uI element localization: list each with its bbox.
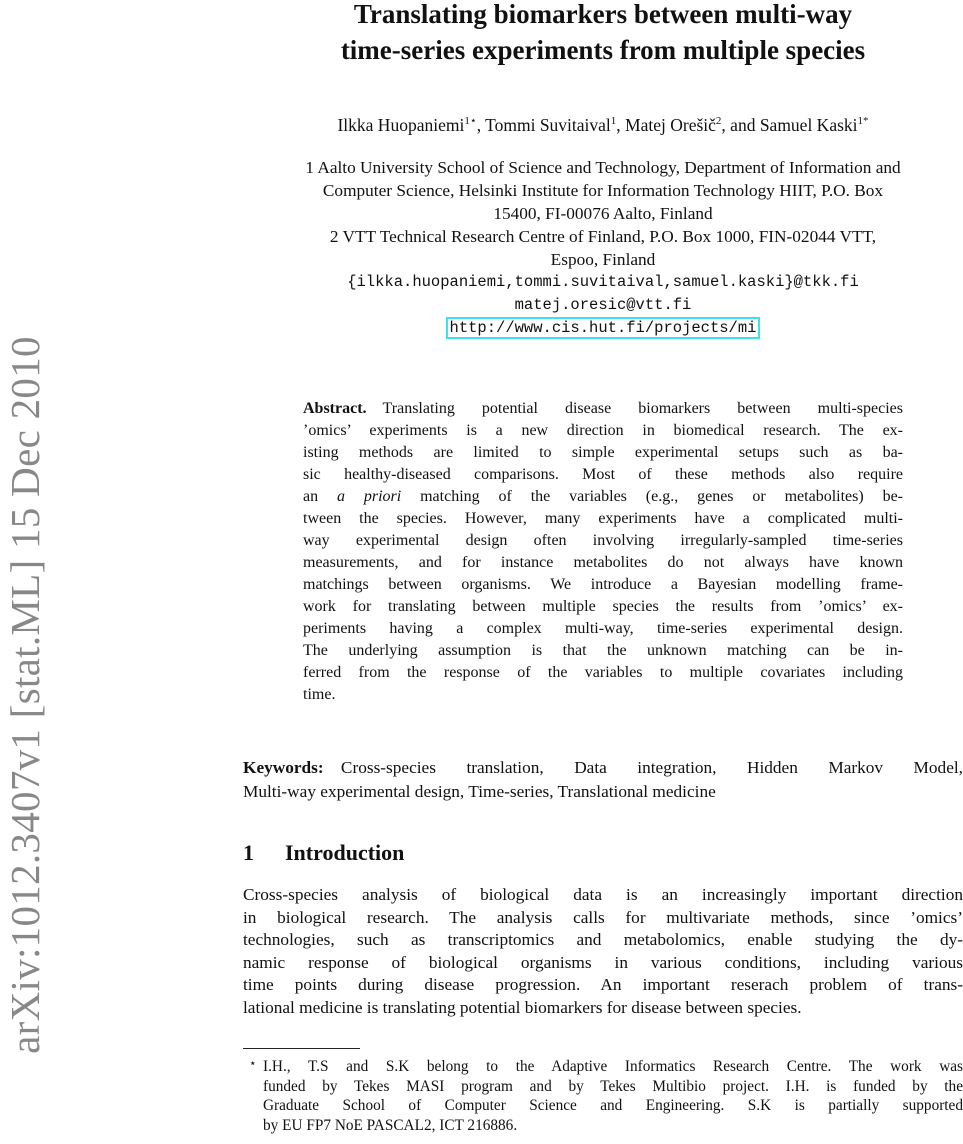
title-line: Translating biomarkers between multi-way: [353, 0, 853, 29]
abstract-line-label: Abstract.: [303, 400, 367, 417]
intro-line: namic response of biological organisms in various conditions, including various: [243, 952, 963, 972]
abstract-line: isting methods are limited to simple experimental setups such as ba-: [303, 444, 903, 461]
abstract-line: tween the species. However, many experiments have a complicated multi-: [303, 510, 903, 527]
introduction-text: [243, 884, 963, 1020]
author-list: Ilkka Huopaniemi$^{1⋆}$, Tommi Suvitaival$^1$, Matej Orešič$^2$, and Samuel Kaski$^{1*}$: [337, 115, 869, 135]
abstract-line: an a priori matching of the variables (e.g., genes or metabolites) be-: [303, 488, 903, 505]
abstract-line: way experimental design often involving irregularly-sampled time-series: [303, 532, 903, 549]
section-heading: [243, 840, 963, 866]
abstract-line: time.: [303, 686, 336, 703]
abstract-line: ’omics’ experiments is a new direction in biomedical research. The ex-: [303, 422, 903, 439]
affiliation-line: 1 Aalto University School of Science and Technology, Department of Information and: [305, 158, 901, 177]
abstract-line: work for translating between multiple species the results from ’omics’ ex-: [303, 598, 903, 615]
footnote-line: Graduate School of Computer Science and Engineering. S.K is partially supported: [263, 1097, 963, 1114]
keywords-line: Multi-way experimental design, Time-series, Translational medicine: [243, 782, 716, 801]
intro-line: lational medicine is translating potential biomarkers for disease between species.: [243, 997, 802, 1017]
affiliation-line: 2 VTT Technical Research Centre of Finland, P.O. Box 1000, FIN-02044 VTT,: [329, 227, 877, 246]
intro-line: time points during disease progression. An important reserach problem of trans-: [243, 975, 963, 995]
footnote-line: I.H., T.S and S.K belong to the Adaptive Informatics Research Centre. The work was: [263, 1058, 963, 1075]
author: and Samuel Kaski$^{1*}$: [730, 115, 869, 135]
author-email: matej.oresic@vtt.fi: [514, 296, 692, 314]
project-url-link[interactable]: http://www.cis.hut.fi/projects/mi: [446, 317, 761, 339]
affiliations: [243, 156, 963, 340]
author: Tommi Suvitaival$^1$: [485, 115, 617, 135]
footnote: [243, 1057, 963, 1135]
author: Matej Orešič$^2$: [625, 115, 722, 135]
paper-title: [243, 0, 963, 68]
abstract-line: The underlying assumption is that the unknown matching can be in-: [303, 642, 903, 659]
affiliation-line: 15400, FI-00076 Aalto, Finland: [493, 204, 713, 223]
footnote-rule: [243, 1048, 360, 1049]
abstract-line: matchings between organisms. We introduce a Bayesian modelling frame-: [303, 576, 903, 593]
title-line: time-series experiments from multiple species: [340, 35, 866, 65]
intro-line: technologies, such as transcriptomics and metabolomics, enable studying the dy-: [243, 930, 963, 950]
abstract-line: ferred from the response of the variables to multiple covariates including: [303, 664, 903, 681]
keywords-line: Keywords: Cross-species translation, Data integration, Hidden Markov Model,: [243, 758, 963, 777]
abstract-line: Abstract. Translating potential disease biomarkers between multi-species: [303, 400, 903, 417]
keywords: [243, 756, 963, 804]
abstract-line: periments having a complex multi-way, time-series experimental design.: [303, 620, 903, 637]
author: Ilkka Huopaniemi$^{1⋆}$: [337, 115, 477, 135]
keywords-line-label: Keywords:: [243, 758, 324, 777]
intro-line: Cross-species analysis of biological data is an increasingly important direction: [243, 885, 963, 904]
arxiv-stamp: arXiv:1012.3407v1 [stat.ML] 15 Dec 2010: [2, 336, 48, 1054]
abstract-line: sic healthy-diseased comparisons. Most of these methods also require: [303, 466, 903, 483]
abstract: [303, 398, 903, 706]
affiliation-line: Computer Science, Helsinki Institute for Information Technology HIIT, P.O. Box: [322, 181, 884, 200]
abstract-line: measurements, and for instance metabolites do not always have known: [303, 554, 903, 571]
affiliation-line: Espoo, Finland: [550, 250, 656, 269]
author-emails: {ilkka.huopaniemi,tommi.suvitaival,samuel.kaski}@tkk.fi: [347, 273, 859, 291]
section-number: 1: [243, 840, 254, 865]
footnote-line: funded by Tekes MASI program and by Tekes Multibio project. I.H. is funded by the: [263, 1077, 963, 1095]
intro-line: in biological research. The analysis calls for multivariate methods, since ’omics’: [243, 907, 963, 927]
section-title: Introduction: [285, 840, 405, 865]
footnote-line: by EU FP7 NoE PASCAL2, ICT 216886.: [263, 1116, 518, 1134]
footnote-mark: ⋆: [249, 1056, 257, 1070]
